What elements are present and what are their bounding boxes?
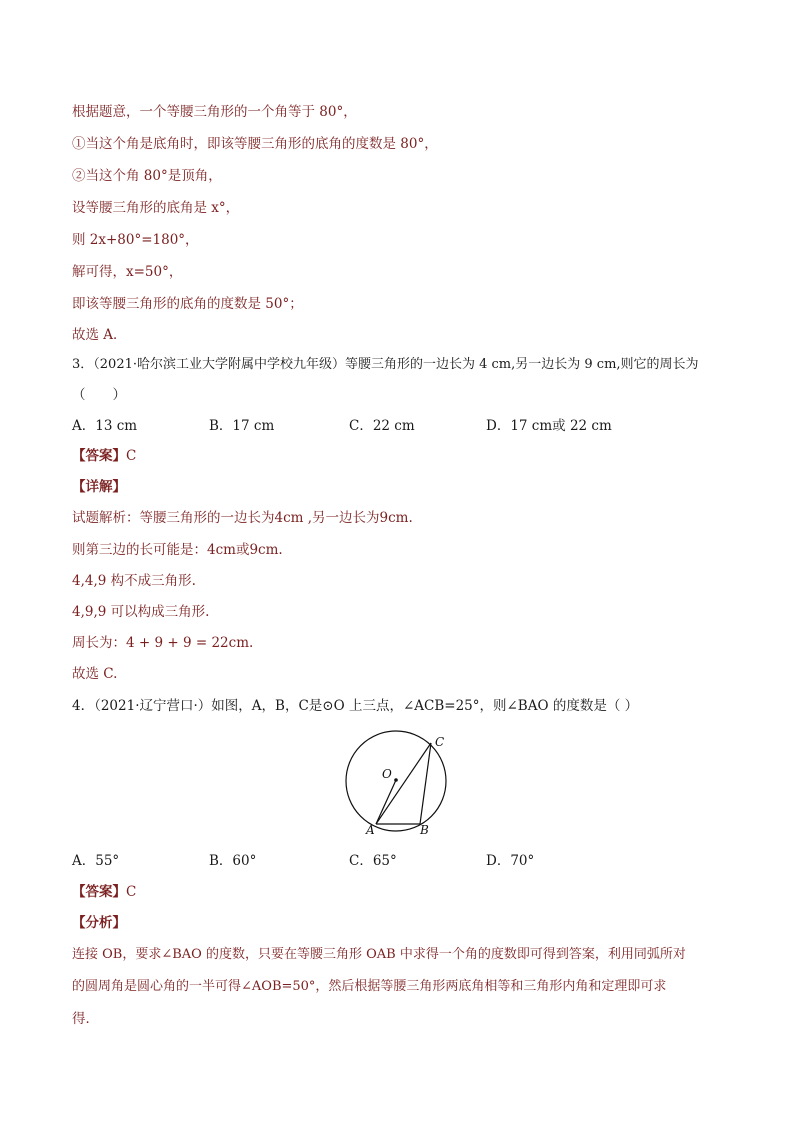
q3-detail-line-1: 试题解析：等腰三角形的一边长为4cm ,另一边长为9cm. xyxy=(72,510,413,526)
q3-detail-line-3: 4,4,9 构不成三角形. xyxy=(72,573,196,589)
label-a: A xyxy=(366,823,375,837)
solution-line-6: 解可得，x=50°， xyxy=(72,264,183,280)
q4-option-a: A．55° xyxy=(72,853,120,869)
q3-detail-line-4: 4,9,9 可以构成三角形. xyxy=(72,604,210,620)
solution-line-2: ①当这个角是底角时，即该等腰三角形的底角的度数是 80°， xyxy=(72,136,438,152)
segment-ao xyxy=(376,780,396,824)
answer-value: C xyxy=(126,884,137,900)
solution-line-7: 即该等腰三角形的底角的度数是 50°； xyxy=(72,296,303,312)
q3-detail-heading xyxy=(72,477,126,497)
q4-analysis-line-2: 的圆周角是圆心角的一半可得∠AOB=50°，然后根据等腰三角形两底角相等和三角形内角和定理即可求 xyxy=(72,979,667,994)
q3-answer xyxy=(72,446,136,466)
q3-detail-line-5: 周长为：4 + 9 + 9 = 22cm. xyxy=(72,635,254,651)
circle-figure xyxy=(340,730,460,840)
q3-option-d: D．17 cm或 22 cm xyxy=(486,418,612,434)
solution-line-5: 则 2x+80°=180°， xyxy=(72,232,199,248)
answer-tag: 【答案】 xyxy=(72,884,126,900)
q3-detail-line-6: 故选 C. xyxy=(72,666,118,682)
segment-bc xyxy=(420,743,431,824)
q3-option-a: A．13 cm xyxy=(72,418,138,434)
answer-value: C xyxy=(126,448,137,464)
q3-option-b: B．17 cm xyxy=(209,418,275,434)
q4-stem: 4．（2021·辽宁营口·）如图，A，B，C是⊙O 上三点，∠ACB=25°，则∠BAO 的度数是（ ） xyxy=(72,698,639,714)
label-c: C xyxy=(435,735,445,749)
answer-tag: 【答案】 xyxy=(72,448,126,464)
solution-line-1: 根据题意，一个等腰三角形的一个角等于 80°， xyxy=(72,104,357,120)
solution-conclusion: 故选 A． xyxy=(72,327,127,343)
center-dot xyxy=(394,778,398,782)
q4-option-d: D．70° xyxy=(486,853,535,869)
q4-option-c: C．65° xyxy=(349,853,397,869)
q3-stem-line1: 3．（2021·哈尔滨工业大学附属中学校九年级）等腰三角形的一边长为 4 cm,另一边长为 9 cm,则它的周长为 xyxy=(72,357,699,372)
segment-ac xyxy=(376,743,431,824)
label-b: B xyxy=(420,823,429,837)
solution-line-4: 设等腰三角形的底角是 x°， xyxy=(72,200,240,216)
q4-option-b: B．60° xyxy=(209,853,257,869)
analysis-tag: 【分析】 xyxy=(72,915,126,931)
q3-option-c: C．22 cm xyxy=(349,418,415,434)
q3-stem-line2: （ ） xyxy=(72,387,126,403)
label-o: O xyxy=(382,767,392,781)
solution-line-3: ②当这个角 80°是顶角， xyxy=(72,168,222,184)
q4-analysis-heading xyxy=(72,913,126,933)
detail-tag: 【详解】 xyxy=(72,479,126,495)
q4-answer xyxy=(72,882,136,902)
q4-analysis-line-1: 连接 OB，要求∠BAO 的度数，只要在等腰三角形 OAB 中求得一个角的度数即可得到答案，利用同弧所对 xyxy=(72,947,686,962)
q3-detail-line-2: 则第三边的长可能是：4cm或9cm. xyxy=(72,542,283,558)
q4-analysis-line-3: 得． xyxy=(72,1011,99,1027)
